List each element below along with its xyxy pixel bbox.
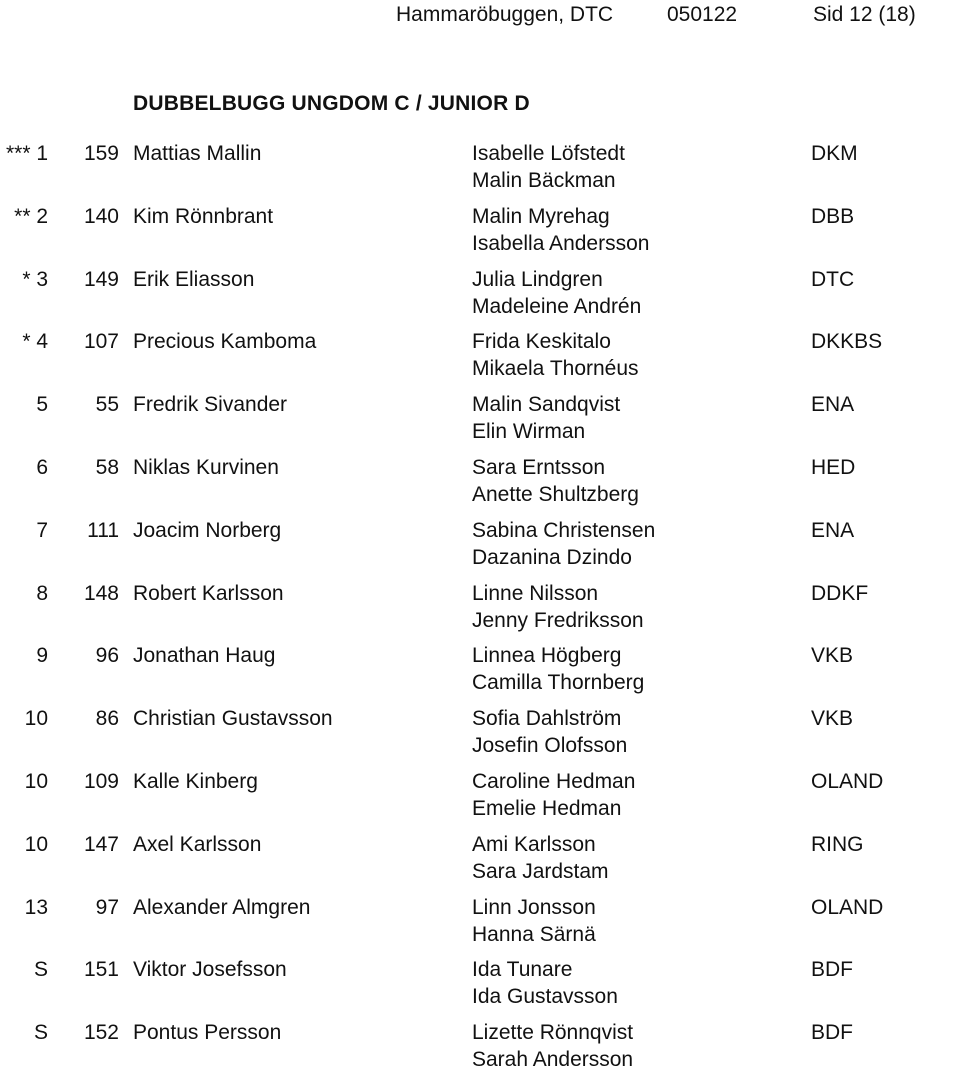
header-page-number: Sid 12 (18) [813,3,916,26]
result-row [0,831,960,894]
result-row [0,705,960,768]
girl-name-cell: Camilla Thornberg [472,671,645,695]
girl-name-cell: Sara Erntsson [472,455,606,479]
start-number-cell: 55 [95,393,119,417]
result-row [0,517,960,580]
boy-name-cell: Erik Eliasson [133,267,255,291]
girl-name-cell: Caroline Hedman [472,769,636,793]
girl-name-cell: Ida Gustavsson [472,985,618,1009]
club-cell: DBB [811,204,855,228]
boy-name-cell: Niklas Kurvinen [133,455,279,479]
boy-name-cell: Fredrik Sivander [133,393,288,417]
girl-name-cell: Sofia Dahlström [472,707,622,731]
place-cell: 5 [36,393,48,417]
start-number-cell: 140 [83,204,119,228]
club-cell: VKB [811,644,854,668]
result-row [0,454,960,517]
results-list [0,140,960,1082]
girl-name-cell: Dazanina Dzindo [472,545,632,569]
girl-name-cell: Julia Lindgren [472,267,603,291]
club-cell: BDF [811,958,853,982]
club-cell: OLAND [811,895,884,919]
place-cell: * 4 [22,330,48,354]
girl-name-cell: Sabina Christensen [472,518,656,542]
start-number-cell: 111 [87,518,119,542]
boy-name-cell: Mattias Mallin [133,142,262,165]
result-row [0,768,960,831]
girl-name-cell: Madeleine Andrén [472,294,642,318]
place-cell: 9 [36,644,48,668]
club-cell: VKB [811,707,854,731]
girl-name-cell: Linnea Högberg [472,644,622,668]
club-cell: OLAND [811,769,884,793]
girl-name-cell: Ida Tunare [472,958,573,982]
club-cell: ENA [811,393,855,417]
result-row [0,894,960,957]
boy-name-cell: Precious Kamboma [133,330,317,354]
girl-name-cell: Ami Karlsson [472,832,596,856]
result-row [0,580,960,643]
club-cell: DTC [811,267,855,291]
girl-name-cell: Anette Shultzberg [472,482,639,506]
header-title: Hammaröbuggen, DTC [396,3,614,26]
start-number-cell: 149 [83,267,119,291]
place-cell: S [33,958,48,982]
girl-name-cell: Linne Nilsson [472,581,599,605]
result-row [0,391,960,454]
result-row [0,642,960,705]
girl-name-cell: Malin Sandqvist [472,393,621,417]
start-number-cell: 148 [83,581,119,605]
place-cell: 10 [24,832,48,856]
girl-name-cell: Linn Jonsson [472,895,596,919]
start-number-cell: 96 [95,644,119,668]
boy-name-cell: Axel Karlsson [133,832,262,856]
girl-name-cell: Josefin Olofsson [472,734,628,758]
start-number-cell: 58 [95,455,119,479]
boy-name-cell: Jonathan Haug [133,644,276,668]
place-cell: 13 [24,895,48,919]
girl-name-cell: Isabella Andersson [472,231,650,255]
boy-name-cell: Joacim Norberg [133,518,282,542]
girl-name-cell: Elin Wirman [472,420,586,444]
club-cell: DKKBS [811,330,883,354]
start-number-cell: 107 [83,330,119,354]
girl-name-cell: Emelie Hedman [472,796,622,820]
start-number-cell: 97 [95,895,119,919]
girl-name-cell: Frida Keskitalo [472,330,611,354]
page-header [0,0,960,30]
boy-name-cell: Kalle Kinberg [133,769,258,793]
girl-name-cell: Lizette Rönnqvist [472,1021,634,1045]
girl-name-cell: Malin Myrehag [472,204,610,228]
place-cell: 6 [36,455,48,479]
start-number-cell: 86 [95,707,119,731]
boy-name-cell: Kim Rönnbrant [133,204,274,228]
start-number-cell: 147 [83,832,119,856]
club-cell: HED [811,455,856,479]
girl-name-cell: Malin Bäckman [472,169,616,192]
boy-name-cell: Robert Karlsson [133,581,284,605]
start-number-cell: 109 [83,769,119,793]
club-cell: RING [811,832,864,856]
result-row [0,956,960,1019]
boy-name-cell: Alexander Almgren [133,895,311,919]
start-number-cell: 159 [83,142,119,165]
result-row [0,266,960,329]
place-cell: 7 [36,518,48,542]
place-cell: ** 2 [14,204,48,228]
girl-name-cell: Sara Jardstam [472,859,609,883]
girl-name-cell: Sarah Andersson [472,1048,634,1072]
club-cell: BDF [811,1021,853,1045]
place-cell: *** 1 [5,142,48,165]
club-cell: DKM [811,142,858,165]
girl-name-cell: Isabelle Löfstedt [472,142,625,165]
start-number-cell: 152 [83,1021,119,1045]
place-cell: 8 [36,581,48,605]
place-cell: S [33,1021,48,1045]
result-row [0,328,960,391]
result-row [0,203,960,266]
club-cell: ENA [811,518,855,542]
boy-name-cell: Viktor Josefsson [133,958,287,982]
girl-name-cell: Hanna Särnä [472,922,596,946]
section-title: DUBBELBUGG UNGDOM C / JUNIOR D [133,92,530,115]
girl-name-cell: Jenny Fredriksson [472,608,644,632]
start-number-cell: 151 [83,958,119,982]
club-cell: DDKF [811,581,869,605]
result-row [0,140,960,203]
girl-name-cell: Mikaela Thornéus [472,357,639,381]
boy-name-cell: Pontus Persson [133,1021,282,1045]
place-cell: 10 [24,769,48,793]
boy-name-cell: Christian Gustavsson [133,707,333,731]
header-date: 050122 [667,3,738,26]
place-cell: * 3 [22,267,48,291]
result-row [0,1019,960,1082]
place-cell: 10 [24,707,48,731]
